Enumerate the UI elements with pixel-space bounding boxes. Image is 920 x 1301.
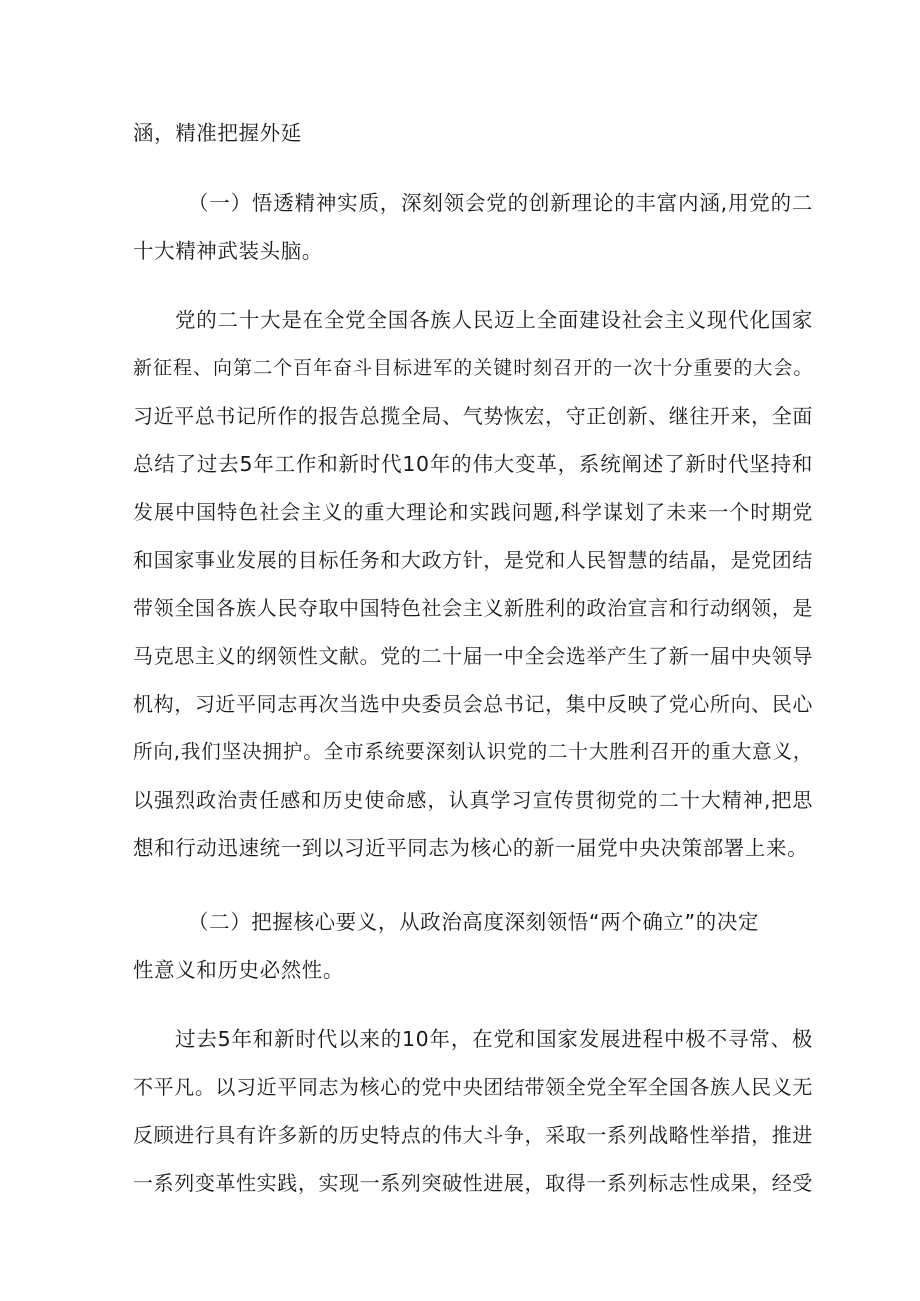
body-line: 新征程、向第二个百年奋斗目标进军的关键时刻召开的一次十分重要的大会。 — [133, 357, 813, 379]
body-line: 反顾进行具有许多新的历史特点的伟大斗争，采取一系列战略性举措，推进 — [133, 1123, 813, 1147]
body-line: 一系列变革性实践，实现一系列突破性进展，取得一系列标志性成果，经受 — [133, 1171, 813, 1195]
body-line: 马克思主义的纲领性文献。党的二十届一中全会选举产生了新一届中央领导 — [133, 644, 813, 668]
body-line: 党的二十大是在全党全国各族人民迈上全面建设社会主义现代化国家 — [175, 308, 813, 332]
body-line: 所向,我们坚决拥护。全市系统要深刻认识党的二十大胜利召开的重大意义， — [133, 740, 813, 763]
body-line: 带领全国各族人民夺取中国特色社会主义新胜利的政治宣言和行动纲领，是 — [133, 596, 813, 620]
body-line: 过去5年和新时代以来的10年，在党和国家发展进程中极不寻常、极 — [175, 1027, 813, 1051]
section-heading-2-line-1: （二）把握核心要义，从政治高度深刻领悟“两个确立”的决定 — [188, 910, 760, 934]
section-heading-1-line-2: 十大精神武装头脑。 — [133, 239, 323, 263]
body-line: 发展中国特色社会主义的重大理论和实践问题,科学谋划了未来一个时期党 — [133, 500, 813, 524]
body-line: 以强烈政治责任感和历史使命感，认真学习宣传贯彻党的二十大精神,把思 — [133, 788, 813, 812]
section-heading-2-line-2: 性意义和历史必然性。 — [133, 958, 344, 982]
body-line: 不平凡。以习近平同志为核心的党中央团结带领全党全军全国各族人民义无 — [133, 1075, 813, 1099]
section-heading-1-line-1: （一）悟透精神实质，深刻领会党的创新理论的丰富内涵,用党的二 — [188, 191, 813, 215]
body-line: 想和行动迅速统一到以习近平同志为核心的新一届党中央决策部署上来。 — [133, 836, 809, 860]
body-line: 习近平总书记所作的报告总揽全局、气势恢宏，守正创新、继往开来，全面 — [133, 404, 813, 428]
body-line: 和国家事业发展的目标任务和大政方针，是党和人民智慧的结晶，是党团结 — [133, 548, 813, 572]
body-line: 机构，习近平同志再次当选中央委员会总书记，集中反映了党心所向、民心 — [133, 692, 813, 716]
body-line: 总结了过去5年工作和新时代10年的伟大变革，系统阐述了新时代坚持和 — [133, 452, 813, 476]
paragraph-fragment: 涵，精准把握外延 — [133, 121, 302, 145]
